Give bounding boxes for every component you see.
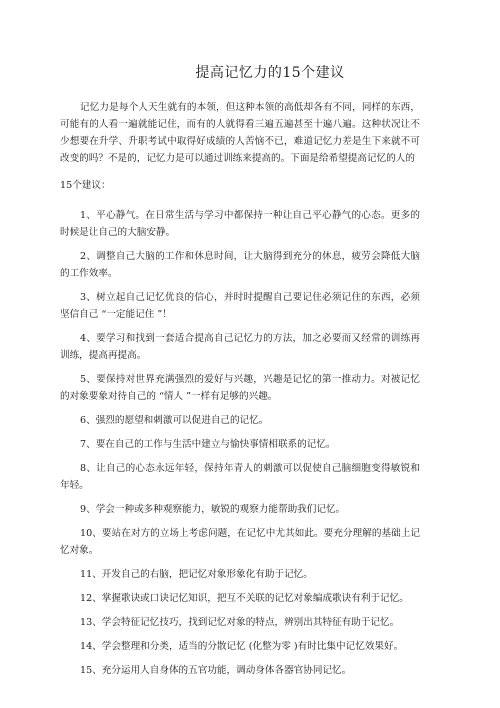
intro-paragraph: 记忆力是每个人天生就有的本领，但这种本领的高低却各有不同，同样的东西，可能有的人看一遍就能记住，而有的人就得看三遍五遍甚至十遍八遍。这种状况让不少想要在升学、升职考试中取得好成绩的人苦恼不已，难道记忆力差是生下来就不可改变的吗？不是的，记忆力是可以通过训练来提高的。下面是给希望提高记忆的人的 [60, 102, 420, 164]
suggestion-item: 8、让自己的心态永远年轻，保持年青人的刺激可以促使自己脑细胞变得敏锐和年轻。 [60, 463, 420, 491]
suggestion-item: 6、强烈的愿望和刺激可以促进自己的记忆。 [80, 415, 269, 426]
suggestion-item: 15、充分运用人自身体的五官功能，调动身体各器官协同记忆。 [80, 665, 352, 676]
suggestion-item: 10、要站在对方的立场上考虑问题，在记忆中尤其如此。要充分理解的基础上记忆对象。 [60, 528, 420, 556]
suggestion-item: 14、学会整理和分类，适当的分散记忆 (化整为零 )有时比集中记忆效果好。 [80, 641, 404, 652]
suggestion-list [60, 207, 420, 686]
intro-tail: 15个建议： [60, 180, 111, 191]
suggestion-item: 2、调整自己大脑的工作和休息时间，让大脑得到充分的休息，疲劳会降低大脑的工作效率。 [60, 251, 420, 279]
suggestion-item: 4、要学习和找到一套适合提高自己记忆力的方法，加之必要而又经常的训练再训练，提高再提高。 [60, 333, 420, 361]
suggestion-item: 13、学会特征记忆技巧，找到记忆对象的特点，辨别出其特征有助于记忆。 [80, 617, 400, 628]
suggestion-item: 11、开发自己的右脑，把记忆对象形象化有助于记忆。 [80, 569, 313, 580]
suggestion-item: 12、掌握歌诀或口诀记忆知识，把互不关联的记忆对象编成歌诀有利于记忆。 [80, 593, 409, 604]
suggestion-item: 7、要在自己的工作与生活中建立与愉快事情相联系的记忆。 [80, 439, 336, 450]
page-title: 提高记忆力的15个建议 [195, 65, 345, 81]
suggestion-item: 1、平心静气。在日常生活与学习中都保持一种让自己平心静气的心态。更多的时候是让自己的大脑安静。 [60, 210, 420, 238]
suggestion-item: 5、要保持对世界充满强烈的爱好与兴趣，兴趣是记忆的第一推动力。对被记忆的对象要象对待自己的 “情人 ”一样有足够的兴趣。 [60, 374, 420, 402]
suggestion-item: 3、树立起自己记忆优良的信心，并时时提醒自己要记住必须记住的东西，必须坚信自己 “一定能记住 ”！ [60, 292, 420, 320]
suggestion-item: 9、学会一种或多种观察能力，敏锐的观察力能帮助我们记忆。 [80, 504, 346, 515]
